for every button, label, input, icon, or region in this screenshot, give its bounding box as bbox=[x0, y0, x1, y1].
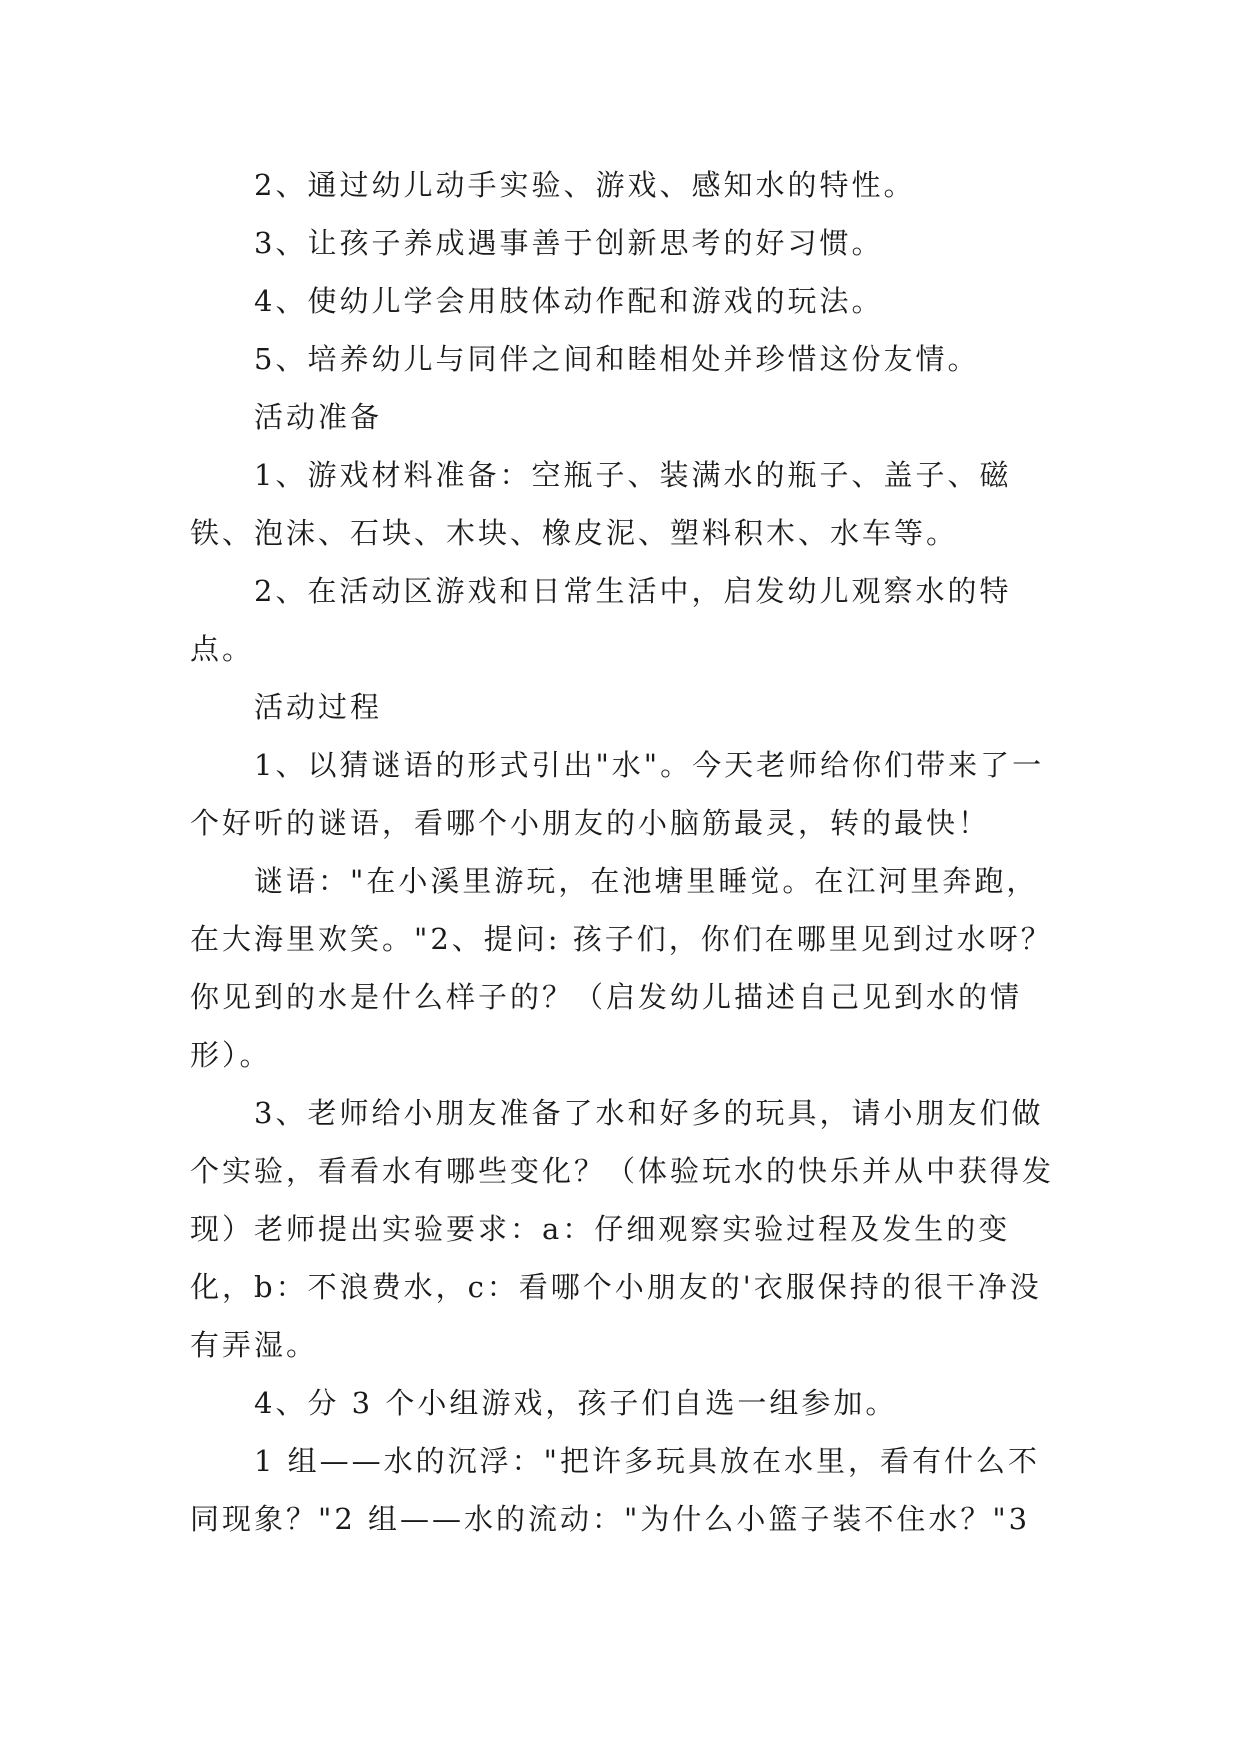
group-activities-paragraph: 1 组——水的沉浮："把许多玩具放在水里，看有什么不同现象？"2 组——水的流动："为什么小篮子装不住水？"3 bbox=[190, 1444, 1041, 1536]
section-heading-process: 活动过程 bbox=[254, 690, 383, 724]
goal-3-paragraph: 3、让孩子养成遇事善于创新思考的好习惯。 bbox=[254, 226, 884, 260]
goal-4-paragraph: 4、使幼儿学会用肢体动作配和游戏的玩法。 bbox=[254, 284, 884, 318]
preparation-1-paragraph: 1、游戏材料准备：空瓶子、装满水的瓶子、盖子、磁铁、泡沫、石块、木块、橡皮泥、塑料积木、水车等。 bbox=[190, 458, 1012, 550]
goal-2-paragraph: 2、通过幼儿动手实验、游戏、感知水的特性。 bbox=[254, 168, 916, 202]
process-4-paragraph: 4、分 3 个小组游戏，孩子们自选一组参加。 bbox=[254, 1386, 898, 1420]
document-body bbox=[190, 156, 1070, 1548]
section-heading-preparation: 活动准备 bbox=[254, 400, 383, 434]
goal-5-paragraph: 5、培养幼儿与同伴之间和睦相处并珍惜这份友情。 bbox=[254, 342, 980, 376]
process-1-paragraph: 1、以猜谜语的形式引出"水"。今天老师给你们带来了一个好听的谜语，看哪个小朋友的小脑筋最灵，转的最快！ bbox=[190, 748, 1045, 840]
riddle-paragraph: 谜语："在小溪里游玩，在池塘里睡觉。在江河里奔跑，在大海里欢笑。"2、提问: 孩子们，你们在哪里见到过水呀？你见到的水是什么样子的？（启发幼儿描述自己见到水的情形）。 bbox=[190, 864, 1053, 1072]
process-3-paragraph: 3、老师给小朋友准备了水和好多的玩具，请小朋友们做个实验，看看水有哪些变化？（体验玩水的快乐并从中获得发现）老师提出实验要求：a：仔细观察实验过程及发生的变化，b：不浪费水，c：看哪个小朋友的'衣服保持的很干净没有弄湿。 bbox=[190, 1096, 1055, 1362]
preparation-2-paragraph: 2、在活动区游戏和日常生活中，启发幼儿观察水的特点。 bbox=[190, 574, 1012, 666]
